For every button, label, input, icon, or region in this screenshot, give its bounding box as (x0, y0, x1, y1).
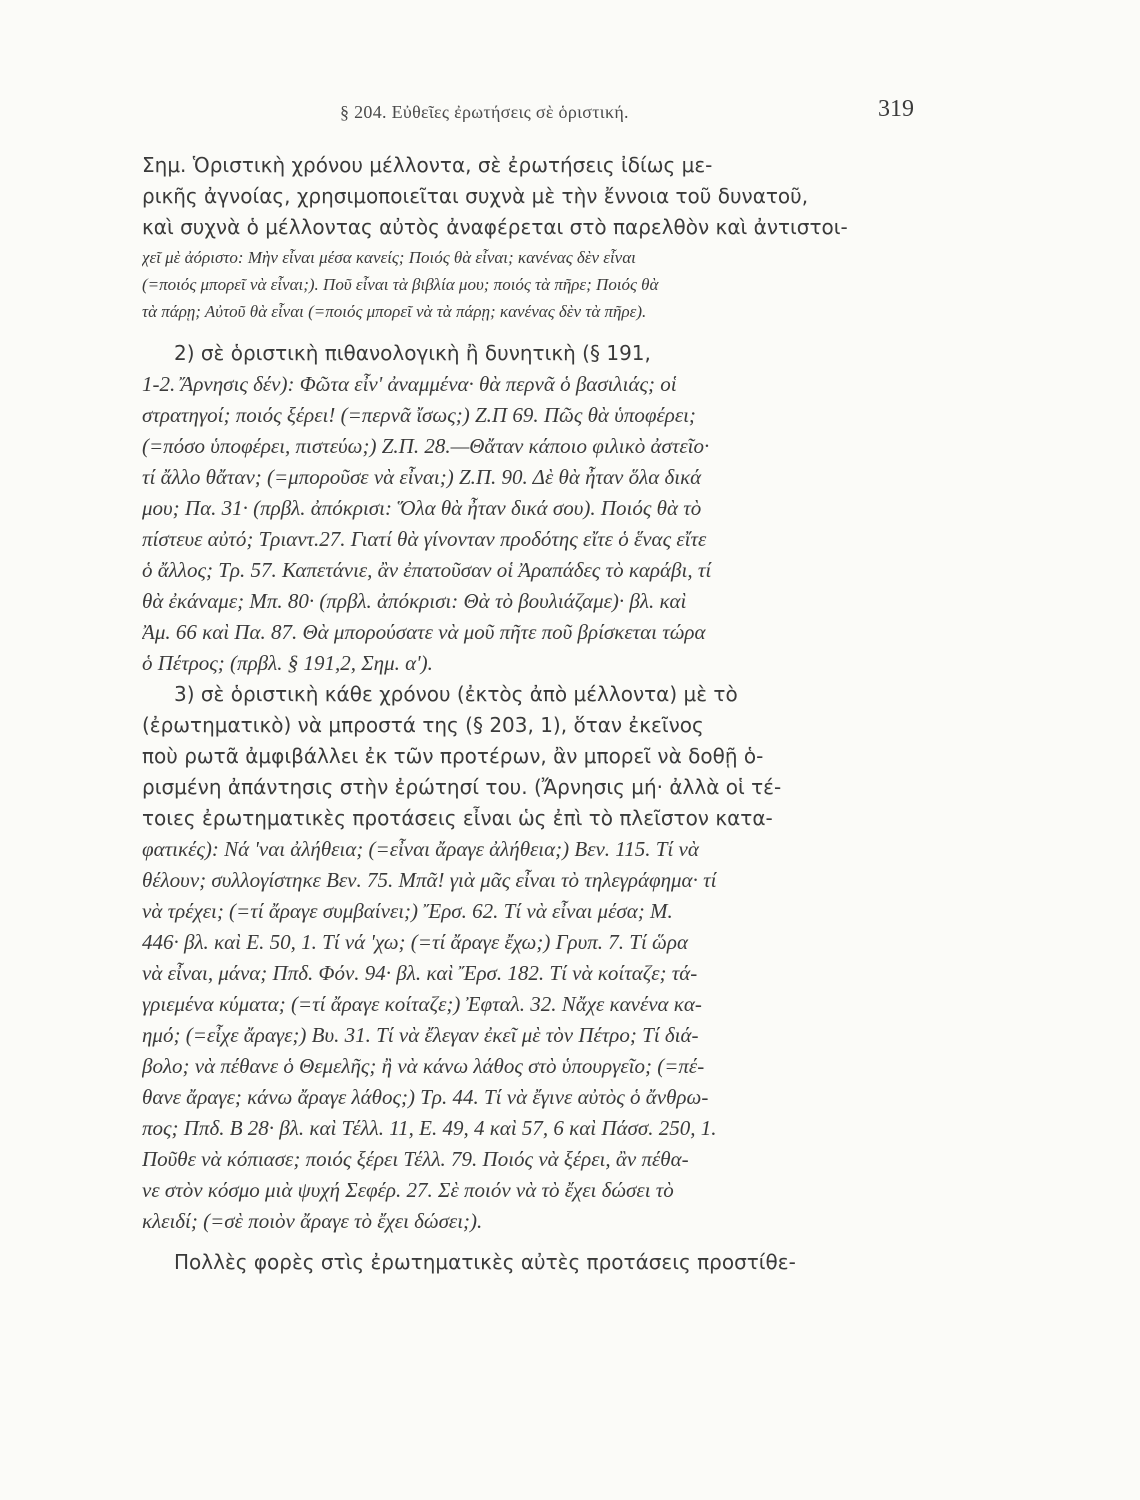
text-line: 1-2. Ἄρνησις δέν): Φῶτα εἶν' ἀναμμένα· θὰ περνᾶ ὁ βασιλιάς; οἱ (142, 372, 677, 396)
text-line: ρικῆς ἀγνοίας, χρησιμοποιεῖται συχνὰ μὲ τὴν ἔννοια τοῦ δυνατοῦ, (142, 184, 809, 208)
text-line: ρισμένη ἀπάντησις στὴν ἐρώτησί του. (Ἄρνησις μή· ἀλλὰ οἱ τέ- (142, 775, 782, 799)
text-line: Ἀμ. 66 καὶ Πα. 87. Θὰ μπορούσατε νὰ μοῦ πῆτε ποῦ βρίσκεται τώρα (142, 620, 706, 644)
text-line: θέλουν; συλλογίστηκε Βεν. 75. Μπᾶ! γιὰ μᾶς εἶναι τὸ τηλεγράφημα· τί (142, 868, 717, 892)
text-line: πίστευε αὐτό; Τριαντ.27. Γιατί θὰ γίνονταν προδότης εἴτε ὁ ἕνας εἴτε (142, 527, 707, 551)
text-line: θὰ ἐκάναμε; Μπ. 80· (πρβλ. ἀπόκρισι: Θὰ τὸ βουλιάζαμε)· βλ. καὶ (142, 589, 687, 613)
text-line: πος; Ππδ. Β 28· βλ. καὶ Τέλλ. 11, Ε. 49, 4 καὶ 57, 6 καὶ Πάσσ. 250, 1. (142, 1116, 717, 1140)
text-line: Ποῦθε νὰ κόπιασε; ποιός ξέρει Τέλλ. 79. Ποιός νὰ ξέρει, ἂν πέθα- (142, 1147, 689, 1171)
section-2-paragraph (142, 338, 922, 679)
text-line: 3) σὲ ὁριστικὴ κάθε χρόνου (ἐκτὸς ἀπὸ μέλλοντα) μὲ τὸ (174, 682, 738, 706)
note-paragraph (142, 150, 922, 324)
page-number: 319 (878, 96, 914, 122)
text-line: βολο; νὰ πέθανε ὁ Θεμελῆς; ἢ νὰ κάνω λάθος στὸ ὑπουργεῖο; (=πέ- (142, 1054, 705, 1078)
text-line: ημό; (=εἶχε ἄραγε;) Βυ. 31. Τί νὰ ἔλεγαν ἐκεῖ μὲ τὸν Πέτρο; Τί διά- (142, 1023, 699, 1047)
text-line: ὁ ἄλλος; Τρ. 57. Καπετάνιε, ἂν ἐπατοῦσαν οἱ Ἀραπάδες τὸ καράβι, τί (142, 558, 712, 582)
text-line: ποὺ ρωτᾶ ἀμφιβάλλει ἐκ τῶν προτέρων, ἂν μπορεῖ νὰ δοθῇ ὁ- (142, 744, 764, 768)
text-line: χεῖ μὲ ἀόριστο: Μὴν εἶναι μέσα κανείς; Ποιός θὰ εἶναι; κανένας δὲν εἶναι (142, 248, 636, 267)
text-line: (ἐρωτηματικὸ) νὰ μπροστά της (§ 203, 1), ὅταν ἐκεῖνος (142, 713, 704, 737)
section-header: § 204. Εὐθεῖες ἐρωτήσεις σὲ ὁριστική. (340, 102, 629, 122)
text-line: νὰ εἶναι, μάνα; Ππδ. Φόν. 94· βλ. καὶ Ἔρσ. 182. Τί νὰ κοίταζε; τά- (142, 961, 698, 985)
text-line: τὰ πάρῃ; Αὐτοῦ θὰ εἶναι (=ποιός μπορεῖ νὰ τὰ πάρῃ; κανένας δὲν τὰ πῆρε). (142, 302, 647, 321)
text-line: Σημ. Ὁριστικὴ χρόνου μέλλοντα, σὲ ἐρωτήσεις ἰδίως με- (142, 153, 713, 177)
text-line: τοιες ἐρωτηματικὲς προτάσεις εἶναι ὡς ἐπὶ τὸ πλεῖστον κατα- (142, 806, 773, 830)
text-line: νε στὸν κόσμο μιὰ ψυχή Σεφέρ. 27. Σὲ ποιόν νὰ τὸ ἔχει δώσει τὸ (142, 1178, 674, 1202)
running-head (0, 96, 1140, 136)
text-line: στρατηγοί; ποιός ξέρει! (=περνᾶ ἴσως;) Ζ.Π 69. Πῶς θὰ ὑποφέρει; (142, 403, 696, 427)
text-line: κλειδί; (=σὲ ποιὸν ἄραγε τὸ ἔχει δώσει;). (142, 1209, 483, 1233)
text-line: (=πόσο ὑποφέρει, πιστεύω;) Ζ.Π. 28.—Θἄταν κάποιο φιλικὸ ἀστεῖο· (142, 434, 710, 458)
page-body (142, 150, 922, 1278)
text-line: μου; Πα. 31· (πρβλ. ἀπόκρισι: Ὅλα θὰ ἦταν δικά σου). Ποιός θὰ τὸ (142, 496, 702, 520)
text-line: φατικές): Νά 'ναι ἀλήθεια; (=εἶναι ἄραγε ἀλήθεια;) Βεν. 115. Τί νὰ (142, 837, 699, 861)
section-3-paragraph (142, 679, 922, 1237)
text-line: θανε ἄραγε; κάνω ἄραγε λάθος;) Τρ. 44. Τί νὰ ἔγινε αὐτὸς ὁ ἄνθρω- (142, 1085, 709, 1109)
text-line: ὁ Πέτρος; (πρβλ. § 191,2, Σημ. α'). (142, 651, 433, 675)
text-line: 2) σὲ ὁριστικὴ πιθανολογικὴ ἢ δυνητικὴ (§ 191, (174, 341, 651, 365)
closing-paragraph (142, 1247, 922, 1278)
text-line: τί ἄλλο θἄταν; (=μποροῦσε νὰ εἶναι;) Ζ.Π. 90. Δὲ θὰ ἦταν ὅλα δικά (142, 465, 702, 489)
text-line: Πολλὲς φορὲς στὶς ἐρωτηματικὲς αὐτὲς προτάσεις προστίθε- (174, 1250, 796, 1274)
text-line: νὰ τρέχει; (=τί ἄραγε συμβαίνει;) Ἔρσ. 62. Τί νὰ εἶναι μέσα; Μ. (142, 899, 673, 923)
text-line: 446· βλ. καὶ Ε. 50, 1. Τί νά 'χω; (=τί ἄραγε ἔχω;) Γρυπ. 7. Τί ὥρα (142, 930, 688, 954)
text-line: (=ποιός μπορεῖ νὰ εἶναι;). Ποῦ εἶναι τὰ βιβλία μου; ποιός τὰ πῆρε; Ποιός θὰ (142, 275, 659, 294)
text-line: καὶ συχνὰ ὁ μέλλοντας αὐτὸς ἀναφέρεται στὸ παρελθὸν καὶ ἀντιστοι- (142, 215, 848, 239)
text-line: γριεμένα κύματα; (=τί ἄραγε κοίταζε;) Ἐφταλ. 32. Νἄχε κανένα κα- (142, 992, 702, 1016)
